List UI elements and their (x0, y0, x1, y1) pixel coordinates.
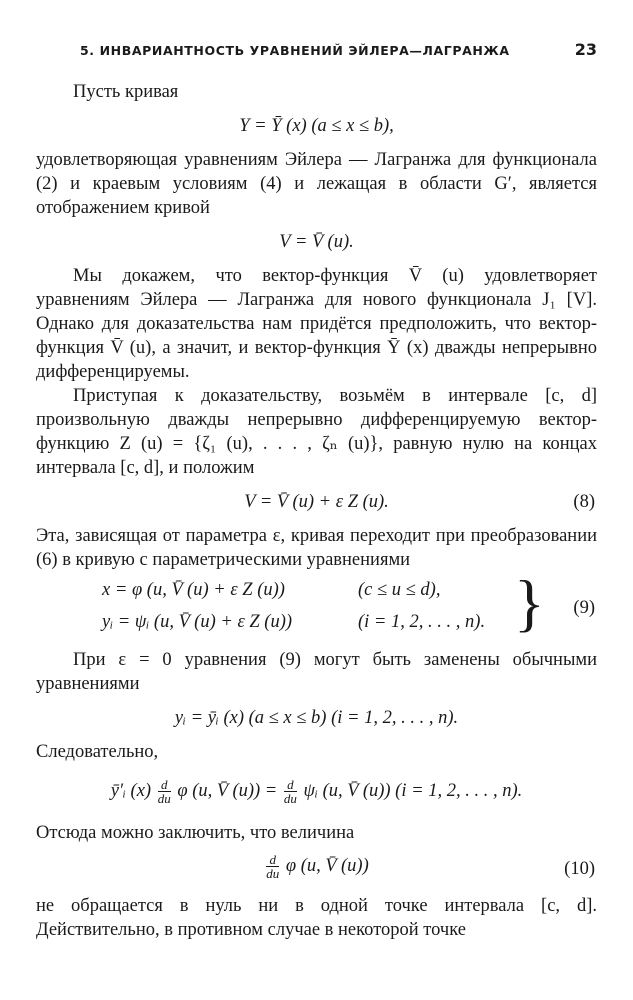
paragraph-2: удовлетворяющая уравнениям Эйлера — Лагранжа для функционала (2) и краевым условиям (4) и лежащая в области G′, является отображением кривой (36, 150, 597, 218)
derivative-middle-term: φ (u, V̄ (u)) = (177, 780, 278, 801)
fraction-d-du-2 (284, 778, 297, 805)
equation-curve-y: Y = Ȳ (x) (a ≤ x ≤ b), (239, 116, 394, 136)
equation-10-number: (10) (564, 859, 595, 879)
system-row-1: x = φ (u, V̄ (u) + ε Z (u)) (102, 580, 285, 600)
paragraph-7: Следовательно, (36, 742, 159, 762)
paragraph-5: Эта, зависящая от параметра ε, кривая переходит при преобразовании (6) в кривую с параметрическими уравнениями (36, 526, 597, 570)
section-title: 5. ИНВАРИАНТНОСТЬ УРАВНЕНИЙ ЭЙЛЕРА—ЛАГРАНЖА (80, 43, 510, 58)
equation-8 (36, 490, 597, 514)
fraction-numerator: d (266, 853, 279, 867)
right-brace: } (514, 567, 545, 638)
equation-9-number: (9) (573, 598, 595, 618)
running-header (80, 40, 597, 59)
page-number: 23 (574, 40, 597, 59)
equation-8-body: V = V̄ (u) + ε Z (u). (244, 492, 389, 512)
fraction-d-du-3 (266, 853, 279, 880)
equation-8-number: (8) (573, 492, 595, 512)
system-condition-2: (i = 1, 2, . . . , n). (358, 612, 486, 632)
equation-system-9 (36, 567, 597, 640)
paragraph-9: не обращается в нуль ни в одной точке интервала [c, d]. Действительно, в противном случае в некоторой точке (36, 896, 597, 940)
equation-10 (36, 853, 597, 880)
derivative-left-term: ȳ′ᵢ (x) (110, 780, 152, 801)
fraction-numerator: d (284, 778, 297, 792)
system-condition-1: (c ≤ u ≤ d), (358, 580, 441, 600)
fraction-denominator: du (266, 866, 280, 881)
equation-derivative (36, 778, 597, 805)
fraction-denominator: du (283, 791, 297, 806)
page-body (36, 80, 597, 942)
equation-10-body: φ (u, V̄ (u)) (285, 855, 369, 876)
equation-curve-v: V = V̄ (u). (279, 232, 354, 252)
fraction-numerator: d (158, 778, 171, 792)
paragraph-1: Пусть кривая (73, 82, 179, 102)
fraction-denominator: du (157, 791, 171, 806)
paragraph-8: Отсюда можно заключить, что величина (36, 823, 355, 843)
derivative-right-term: ψᵢ (u, V̄ (u)) (i = 1, 2, . . . , n). (303, 780, 523, 801)
system-row-2: yᵢ = ψᵢ (u, V̄ (u) + ε Z (u)) (102, 612, 293, 632)
paragraph-6: При ε = 0 уравнения (9) могут быть заменены обычными уравнениями (36, 650, 597, 694)
paragraph-3: Мы докажем, что вектор-функция V̄ (u) удовлетворяет уравнениям Эйлера — Лагранжа для нового функционала J₁ [V]. Однако для доказательства нам придётся предположить, что вектор-функция V̄ (u), а значит, и вектор-функция Ȳ (x) дважды непрерывно дифференцируемы. (36, 266, 597, 382)
paragraph-4: Приступая к доказательству, возьмём в интервале [c, d] произвольную дважды непрерывно дифференцируемую вектор-функцию Z (u) = {ζ₁ (u), . . . , ζₙ (u)}, равную нулю на концах интервала [c, d], и положим (36, 386, 597, 478)
fraction-d-du-1 (158, 778, 171, 805)
equation-y-i: yᵢ = ȳᵢ (x) (a ≤ x ≤ b) (i = 1, 2, . . . , n). (174, 708, 459, 728)
